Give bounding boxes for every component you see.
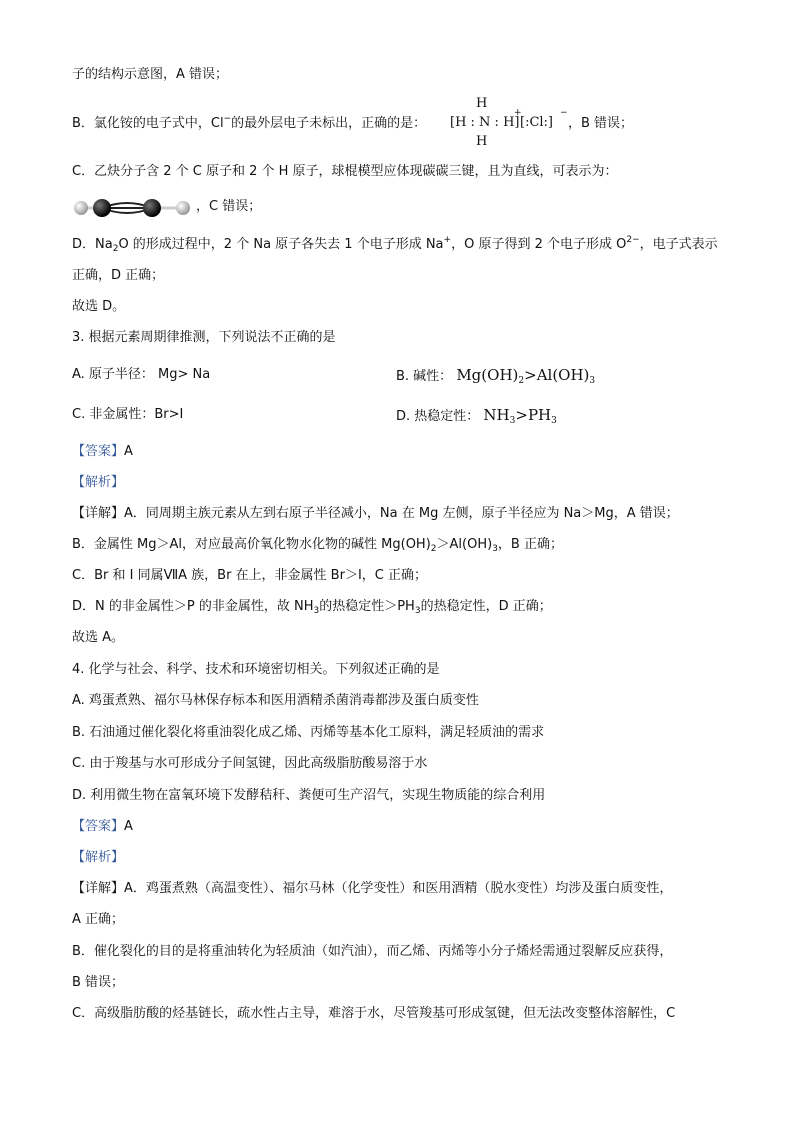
hydrogen-atom [74,201,88,215]
formula-part: >Al [524,366,553,384]
text-line: C．乙炔分子含 2 个 C 原子和 2 个 H 原子，球棍模型应体现碳碳三键，且为直线，可表示为： [72,164,618,179]
question-4-option-b: B. 石油通过催化裂化将重油裂化成乙烯、丙烯等基本化工原料，满足轻质油的需求 [72,725,545,740]
text-span: B．氯化铵的电子式中，Cl [72,116,224,131]
text-span: 的热稳定性，D 正确； [420,599,552,614]
analysis-label [72,474,722,492]
text-line: C．高级脂肪酸的烃基链长，疏水性占主导，难溶于水，尽管羧基可形成氢键，但无法改变整体溶解性，C [72,1006,676,1021]
text-span: D．N 的非金属性＞P 的非金属性，故 NH [72,599,314,614]
question-4-option-a: A. 鸡蛋煮熟、福尔马林保存标本和医用酒精杀菌消毒都涉及蛋白质变性 [72,693,479,708]
question-3-option-d [396,406,557,426]
formula-part: (OH) [552,366,590,384]
text-line [72,598,722,616]
superscript: 2− [626,235,640,245]
question-4-option-d: D. 利用微生物在富氧环境下发酵秸秆、粪便可生产沼气，实现生物质能的综合利用 [72,788,546,803]
text-line [72,236,722,254]
answer-value: A [124,819,133,834]
text-span: B．金属性 Mg＞Al，对应最高价氧化物水化物的碱性 Mg(OH) [72,537,431,552]
plus-charge: + [514,108,522,118]
formula [456,366,595,384]
text-span: ，电子式表示 [639,237,718,252]
subscript: 3 [589,376,596,386]
text-line: 故选 D。 [72,299,126,314]
subscript: 2 [518,376,525,386]
acetylene-ball-stick-model [72,196,192,220]
chloride-bracket: [:Cl:] [520,115,554,130]
subscript: 3 [414,606,421,616]
analysis-label-text: 【解析】 [72,850,125,865]
subscript: 2 [112,244,119,254]
formula [483,406,556,424]
formula-part: NH [483,406,510,424]
question-3-option-b [396,366,595,386]
carbon-atom [93,199,111,217]
option-label: D. 热稳定性： [396,409,480,424]
hydrogen-bottom: H [476,134,488,149]
subscript: 3 [313,606,320,616]
carbon-atom [143,199,161,217]
text-line: 【详解】A．同周期主族元素从左到右原子半径减小，Na 在 Mg 左侧，原子半径应为 Na＞Mg，A 错误； [72,506,679,521]
question-3-option-c: C. 非金属性：Br>I [72,407,184,422]
answer-value: A [124,444,133,459]
answer-line [72,443,722,461]
question-4-stem: 4. 化学与社会、科学、技术和环境密切相关。下列叙述正确的是 [72,662,440,677]
analysis-label-text: 【解析】 [72,475,125,490]
ammonium-bracket: [H : N : H] [450,115,520,130]
text-line: B 错误； [72,975,125,990]
formula-part: Mg [456,366,482,384]
text-span: ，B 正确； [497,537,563,552]
text-line: 子的结构示意图，A 错误； [72,67,229,82]
formula-part: >PH [515,406,552,424]
answer-line [72,818,722,836]
text-span: D．Na [72,237,113,252]
text-line: 故选 A。 [72,630,125,645]
answer-label: 【答案】 [72,444,125,459]
superscript: + [443,235,452,245]
text-span: 的最外层电子未标出，正确的是： [231,116,427,131]
text-line: 【详解】A．鸡蛋煮熟（高温变性）、福尔马林（化学变性）和医用酒精（脱水变性）均涉及蛋白质变性， [72,881,673,896]
subscript: 3 [509,416,516,426]
option-label: B. 碱性： [396,369,453,384]
hydrogen-top: H [476,96,488,111]
answer-label: 【答案】 [72,819,125,834]
text-line: A 正确； [72,912,125,927]
text-line: ，C 错误； [196,199,262,214]
text-span: 的热稳定性＞PH [319,599,415,614]
analysis-label [72,849,722,867]
ammonium-chloride-electron-formula [448,96,568,152]
subscript: 2 [430,544,437,554]
question-3-option-a: A. 原子半径： Mg> Na [72,367,211,382]
text-line: C．Br 和 I 同属ⅦA 族，Br 在上，非金属性 Br＞I，C 正确； [72,568,427,583]
text-line [72,536,722,554]
subscript: 3 [492,544,498,554]
superscript: − [223,114,232,124]
hydrogen-atom [176,201,190,215]
text-span: ＞Al(OH) [436,537,493,552]
question-3-stem: 3. 根据元素周期律推测，下列说法不正确的是 [72,330,336,345]
text-span: ，O 原子得到 2 个电子形成 O [451,237,627,252]
minus-charge: − [560,108,568,118]
text-line: ，B 错误； [568,116,634,131]
text-span: O 的形成过程中，2 个 Na 原子各失去 1 个电子形成 Na [118,237,444,252]
subscript: 3 [551,416,557,426]
formula-part: (OH) [481,366,519,384]
text-line: 正确，D 正确； [72,268,165,283]
question-4-option-c: C. 由于羧基与水可形成分子间氢键，因此高级脂肪酸易溶于水 [72,756,428,771]
text-line: B．催化裂化的目的是将重油转化为轻质油（如汽油），而乙烯、丙烯等小分子烯烃需通过裂解反应获得， [72,944,673,959]
